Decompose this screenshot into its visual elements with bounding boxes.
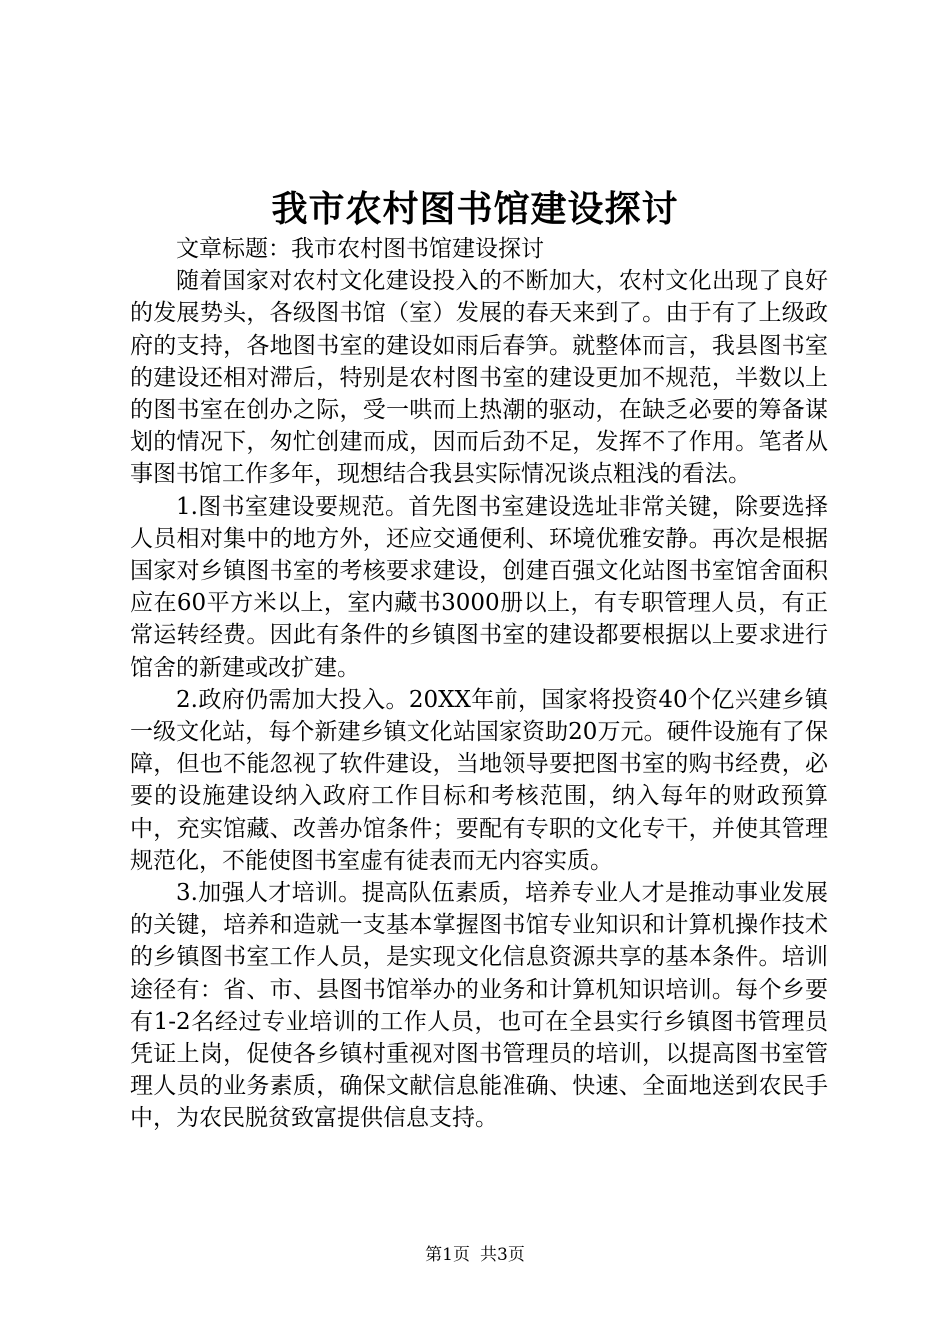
page-number: 第1页 — [425, 1245, 470, 1265]
paragraph-intro: 随着国家对农村文化建设投入的不断加大，农村文化出现了良好的发展势头，各级图书馆（室）发展的春天来到了。由于有了上级政府的支持，各地图书室的建设如雨后春笋。就整体而言，我县图书室的建设还相对滞后，特别是农村图书室的建设更加不规范，半数以上的图书室在创办之际，受一哄而上热潮的驱动，在缺乏必要的筹备谋划的情况下，匆忙创建而成，因而后劲不足，发挥不了作用。笔者从事图书馆工作多年，现想结合我县实际情况谈点粗浅的看法。 — [130, 268, 828, 488]
paragraph-section-1: 1.图书室建设要规范。首先图书室建设选址非常关键，除要选择人员相对集中的地方外，还应交通便利、环境优雅安静。再次是根据国家对乡镇图书室的考核要求建设，创建百强文化站图书室馆舍面积应在60平方米以上，室内藏书3000册以上，有专职管理人员，有正常运转经费。因此有条件的乡镇图书室的建设都要根据以上要求进行馆舍的新建或改扩建。 — [130, 493, 828, 681]
document-title: 我市农村图书馆建设探讨 — [271, 188, 679, 230]
article-title-line: 文章标题：我市农村图书馆建设探讨 — [176, 236, 544, 262]
page-footer — [0, 1243, 950, 1267]
paragraph-section-3: 3.加强人才培训。提高队伍素质，培养专业人才是推动事业发展的关键，培养和造就一支基本掌握图书馆专业知识和计算机操作技术的乡镇图书室工作人员，是实现文化信息资源共享的基本条件。培训途径有：省、市、县图书馆举办的业务和计算机知识培训。每个乡要有1-2名经过专业培训的工作人员，也可在全县实行乡镇图书管理员凭证上岗，促使各乡镇村重视对图书管理员的培训，以提高图书室管理人员的业务素质，确保文献信息能准确、快速、全面地送到农民手中，为农民脱贫致富提供信息支持。 — [130, 880, 828, 1132]
document-body — [130, 233, 828, 1135]
page-total: 共3页 — [480, 1245, 525, 1265]
paragraph-section-2: 2.政府仍需加大投入。20XX年前，国家将投资40个亿兴建乡镇一级文化站，每个新建乡镇文化站国家资助20万元。硬件设施有了保障，但也不能忽视了软件建设，当地领导要把图书室的购书经费，必要的设施建设纳入政府工作目标和考核范围，纳入每年的财政预算中，充实馆藏、改善办馆条件；要配有专职的文化专干，并使其管理规范化，不能使图书室虚有徒表而无内容实质。 — [130, 686, 828, 874]
